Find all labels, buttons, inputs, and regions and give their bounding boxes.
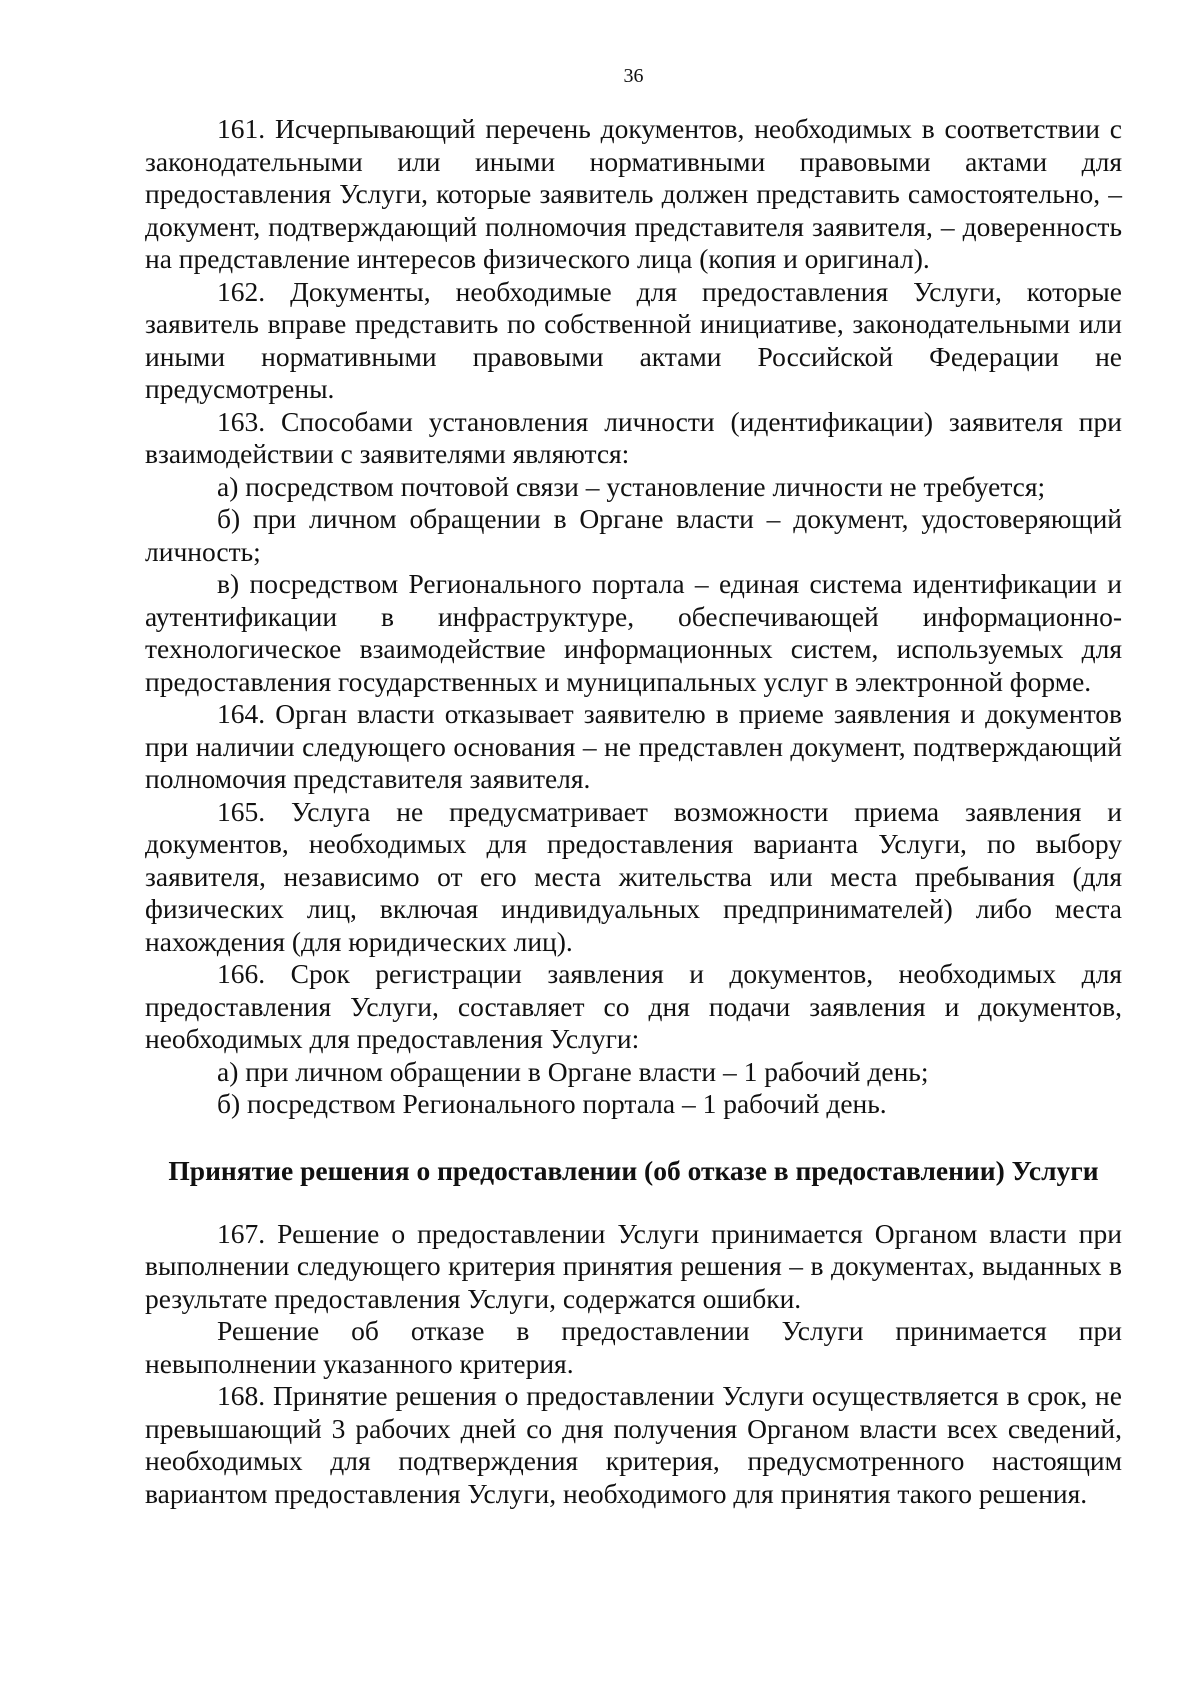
page-number: 36: [623, 65, 644, 87]
section-documents: [145, 113, 1122, 1121]
paragraph-164: 164. Орган власти отказывает заявителю в приеме заявления и документов при наличии следующего основания – не представлен документ, подтверждающий полномочия представителя заявителя.: [145, 698, 1122, 794]
paragraph-167: 167. Решение о предоставлении Услуги принимается Органом власти при выполнении следующего критерия принятия решения – в документах, выданных в результате предоставления Услуги, содержатся ошибки.: [145, 1217, 1122, 1314]
section-heading: Принятие решения о предоставлении (об отказе в предоставлении) Услуги: [168, 1154, 1099, 1186]
list-item-163c: в) посредством Регионального портала – единая система идентификации и аутентификации в инфраструктуре, обеспечивающей информационно-технологическое взаимодействие информационных систем, используемых для предоставления государственных и муниципальных услуг в электронной форме.: [145, 568, 1122, 697]
section-decision: [145, 1218, 1122, 1511]
paragraph-161: 161. Исчерпывающий перечень документов, необходимых в соответствии с законодательными или иными нормативными правовыми актами для предоставления Услуги, которые заявитель должен представить самостоятельно, – документ, подтверждающий полномочия представителя заявителя, – доверенность на представление интересов физического лица (копия и оригинал).: [145, 113, 1122, 274]
list-item-166b: б) посредством Регионального портала – 1 рабочий день.: [217, 1088, 887, 1119]
list-item-166a: а) при личном обращении в Органе власти – 1 рабочий день;: [217, 1055, 929, 1087]
paragraph-165: 165. Услуга не предусматривает возможности приема заявления и документов, необходимых для предоставления варианта Услуги, по выбору заявителя, независимо от его места жительства или места пребывания (для физических лиц, включая индивидуальных предпринимателей) либо места нахождения (для юридических лиц).: [145, 795, 1122, 957]
document-page: [145, 62, 1122, 1510]
list-item-163b: б) при личном обращении в Органе власти – документ, удостоверяющий личность;: [145, 503, 1122, 567]
paragraph-168: 168. Принятие решения о предоставлении Услуги осуществляется в срок, не превышающий 3 рабочих дней со дня получения Органом власти всех сведений, необходимых для подтверждения критерия, предусмотренного настоящим вариантом предоставления Услуги, необходимого для принятия такого решения.: [145, 1380, 1122, 1509]
paragraph-163: 163. Способами установления личности (идентификации) заявителя при взаимодействии с заявителями являются:: [145, 405, 1122, 469]
paragraph-162: 162. Документы, необходимые для предоставления Услуги, которые заявитель вправе представить по собственной инициативе, законодательными или иными нормативными правовыми актами Российской Федерации не предусмотрены.: [145, 275, 1122, 404]
list-item-163a: а) посредством почтовой связи – установление личности не требуется;: [217, 470, 1046, 502]
paragraph-167-refusal: Решение об отказе в предоставлении Услуги принимается при невыполнении указанного критерия.: [145, 1315, 1122, 1379]
paragraph-166: 166. Срок регистрации заявления и документов, необходимых для предоставления Услуги, составляет со дня подачи заявления и документов, необходимых для предоставления Услуги:: [145, 958, 1122, 1054]
